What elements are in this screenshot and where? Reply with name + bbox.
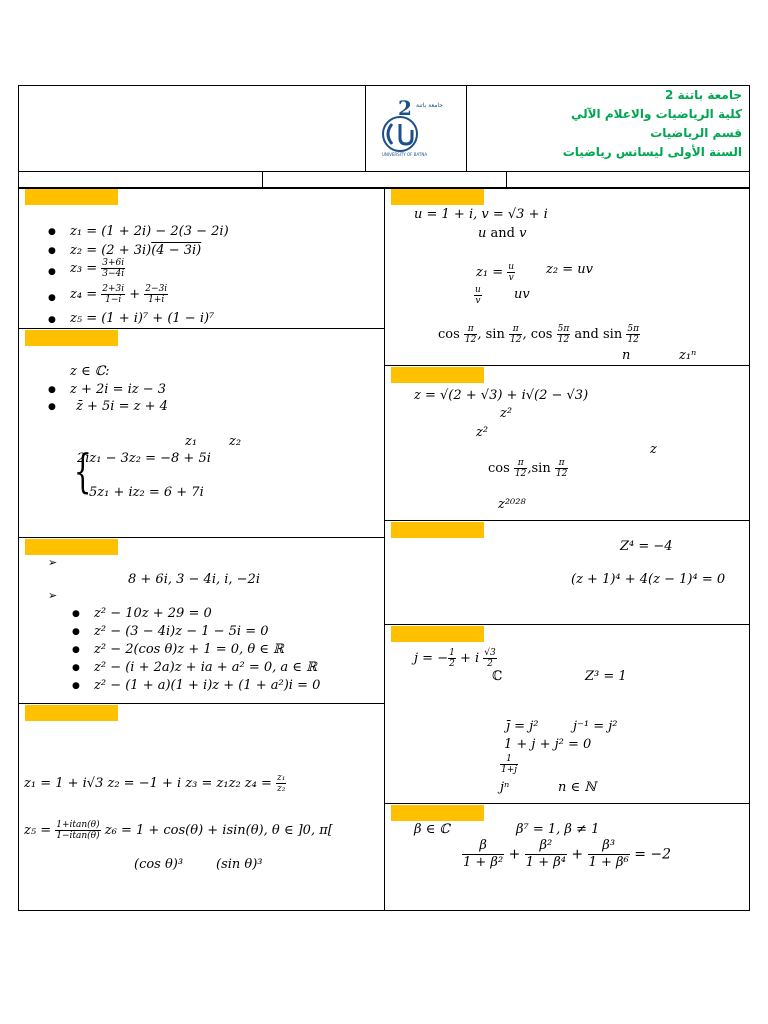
frac-u-v (507, 262, 515, 283)
quotient-uv (474, 285, 482, 306)
expr-z3-lhs: z₃ = (70, 261, 98, 276)
exercise-9-tag (391, 805, 484, 821)
quartic-1: Z⁴ = −4 (620, 539, 673, 554)
system-eq-2: 5z₁ + iz₂ = 6 + 7i (89, 485, 204, 500)
frac-sqrt3-2 (483, 648, 496, 669)
frac-num: 5π (627, 324, 640, 334)
z1-lhs: z₁ = (476, 265, 504, 280)
logo-number: 2 (398, 96, 412, 120)
n-in-N: n ∈ ℕ (558, 780, 597, 795)
quadratic-5: z² − (1 + a)(1 + i)z + (1 + a²)i = 0 (94, 678, 321, 693)
frac-num: π (514, 458, 527, 469)
j-sum-rel: 1 + j + j² = 0 (504, 737, 592, 752)
frac-den: 1 + β⁶ (588, 855, 629, 870)
frac-den: 1+j (501, 765, 518, 775)
frac-num: 3+6i (102, 258, 125, 268)
equation-1: z + 2i = iz − 3 (70, 382, 167, 397)
header-line-university: جامعة باتنة 2 (664, 88, 742, 102)
bullet: ● (72, 681, 80, 691)
quadratic-3: z² − 2(cos θ)z + 1 = 0, θ ∈ ℝ (94, 642, 284, 657)
complex-set: ℂ (492, 669, 503, 684)
frac-num: 2+3i (102, 284, 125, 294)
logo-graphic (378, 100, 458, 160)
frac-5pi-12 (557, 324, 571, 345)
z1-power-n: z₁ⁿ (679, 348, 697, 363)
var-z2: z₂ (229, 434, 242, 449)
frac-den: 2 (449, 659, 455, 669)
header-divider-2 (466, 85, 467, 171)
frac-num: β (462, 838, 504, 855)
frac-beta-3 (588, 838, 630, 871)
university-logo (378, 96, 458, 160)
arrow-bullet: ➢ (48, 589, 58, 602)
sin-label: sin (531, 461, 551, 476)
j-conjugate-rel: j̄ = j² (506, 719, 539, 734)
var-n: n (622, 348, 631, 363)
frac-den: 12 (509, 335, 522, 345)
frac-num: β³ (588, 838, 630, 855)
header-row-divider (18, 171, 750, 172)
bullet: ● (72, 609, 80, 619)
exercise-7-tag (391, 522, 484, 538)
bullet: ● (72, 627, 80, 637)
frac-u-over-v (474, 285, 482, 306)
cube-roots-eq: Z³ = 1 (585, 669, 627, 684)
var-v: v (519, 226, 527, 241)
header-line-faculty: كلية الرياضيات والاعلام الآلي (570, 107, 742, 121)
j-inverse-frac (500, 754, 518, 775)
cos-cubed: (cos θ)³ (134, 857, 184, 872)
quadratic-4: z² − (i + 2a)z + ia + a² = 0, a ∈ ℝ (94, 660, 317, 675)
frac-den: 1 + β⁴ (525, 855, 566, 870)
frac-den: 12 (514, 469, 527, 479)
frac-num: π (555, 458, 568, 469)
exercise-4-box (18, 703, 385, 911)
frac-den: 12 (627, 335, 639, 345)
z6-def: z₆ = 1 + cos(θ) + isin(θ), θ ∈ ]0, π[ (104, 823, 333, 838)
expr-z1: z₁ = (1 + 2i) − 2(3 − 2i) (70, 224, 229, 239)
expr-z3 (70, 258, 125, 279)
cos-label: cos (438, 327, 460, 342)
frac-den: 12 (557, 335, 570, 345)
bullet: ● (48, 293, 56, 303)
bullet: ● (72, 645, 80, 655)
frac-den: 3−4i (102, 269, 125, 279)
z-squared: z² (500, 406, 513, 421)
uv-definition: u = 1 + i, v = √3 + i (414, 207, 548, 222)
expr-z5: z₅ = (1 + i)⁷ + (1 − i)⁷ (70, 311, 215, 326)
z-definition: z = √(2 + √3) + i√(2 − √3) (414, 388, 589, 403)
exercise-4-tag (25, 705, 118, 721)
bullet: ● (48, 246, 56, 256)
frac-num: β² (525, 838, 567, 855)
frac-den: v (508, 273, 514, 283)
equation-2 (76, 399, 168, 415)
frac-num: π (464, 324, 477, 335)
plus-sign: + (508, 846, 521, 863)
cos-label: cos (530, 327, 553, 342)
frac-num: z₁ (277, 773, 286, 783)
j-inverse-rel: j⁻¹ = j² (573, 719, 618, 734)
frac-1-over-1pj (500, 754, 518, 775)
exercise-6-tag (391, 367, 484, 383)
exercise-3-tag (25, 539, 118, 555)
frac-num: u (508, 262, 515, 272)
domain-statement: z ∈ ℂ: (70, 364, 110, 379)
product-uv: uv (514, 287, 530, 302)
j-definition (414, 648, 497, 669)
sin-label: sin (485, 327, 505, 342)
bullet: ● (48, 402, 56, 412)
z1-quotient (476, 262, 515, 283)
uv-names (478, 226, 526, 242)
exercise-2-tag (25, 330, 118, 346)
complex-definitions-text: z₁ = 1 + i√3 z₂ = −1 + i z₃ = z₁z₂ z₄ = (24, 776, 272, 791)
beta-domain: β ∈ ℂ (414, 822, 450, 837)
logo-arabic-text: جامعة باتنة (416, 102, 443, 109)
frac-num: √3 (484, 648, 496, 658)
arrow-bullet: ➢ (48, 556, 58, 569)
z-squared-2: z² (476, 425, 489, 440)
header-line-year: السنة الأولى ليسانس رياضيات (562, 145, 742, 159)
frac-num: 2−3i (145, 284, 168, 294)
frac-half (448, 648, 456, 669)
equation-2-conj: z̄ (76, 399, 83, 414)
exercise-1-tag (25, 189, 118, 205)
frac-z4-a (101, 284, 125, 305)
plus-sign: + (129, 287, 141, 302)
frac-den: z₂ (277, 784, 286, 794)
trig-pi-12: cos $\frac{\pi}{12}$ ,sin $\frac{\pi}{12}$ (488, 458, 568, 479)
frac-z4 (276, 773, 286, 794)
and-word: and (574, 327, 599, 342)
bullet: ● (48, 315, 56, 325)
frac-pi-12 (514, 458, 527, 479)
frac-num: 1 (449, 648, 455, 658)
exercise-8-tag (391, 626, 484, 642)
header-line-department: قسم الرياضيات (650, 126, 742, 140)
frac-beta-2 (525, 838, 567, 871)
cos-label: cos (488, 461, 510, 476)
frac-den: 12 (464, 335, 477, 345)
z5-lhs: z₅ = (24, 823, 52, 838)
frac-den: 2 (487, 659, 493, 669)
frac-num: u (475, 285, 481, 295)
expr-z4-lhs: z₄ = (70, 287, 98, 302)
trig-values: cos $\frac{\pi}{12}$ , sin $\frac{\pi}{12}$ , cos $\frac{5\pi}{12}$ and sin $\frac{5\pi}{12}$ (438, 324, 640, 345)
and-word: and (490, 226, 515, 241)
exercise-5-tag (391, 189, 484, 205)
quadratic-2: z² − (3 − 4i)z − 1 − 5i = 0 (94, 624, 269, 639)
frac-num: 1 (500, 754, 518, 765)
expr-z2-conjugate: (4 − 3i) (151, 243, 202, 258)
bullet: ● (48, 267, 56, 277)
frac-beta-1 (462, 838, 504, 871)
j-power-n: jⁿ (500, 780, 510, 795)
z5-z6-definitions (24, 820, 333, 841)
frac-num: 1+itan(θ) (56, 820, 100, 830)
plus-sign: + (571, 846, 584, 863)
number-list: 8 + 6i, 3 − 4i, i, −2i (128, 572, 260, 587)
frac-pi-12 (464, 324, 477, 345)
var-z: z (650, 442, 657, 457)
frac-den: v (475, 296, 481, 306)
z2-product: z₂ = uv (546, 262, 593, 277)
equation-2-rest: + 5i = z + 4 (82, 399, 168, 414)
beta-result: = −2 (634, 846, 672, 863)
var-z1: z₁ (185, 434, 198, 449)
quartic-2: (z + 1)⁴ + 4(z − 1)⁴ = 0 (571, 572, 726, 587)
beta-sum (462, 838, 671, 871)
j-lhs: j = − (414, 651, 449, 666)
system-brace: { (73, 444, 92, 498)
exercise-2-box (18, 328, 385, 538)
quadratic-1: z² − 10z + 29 = 0 (94, 606, 212, 621)
frac-z3 (101, 258, 125, 279)
var-u: u (478, 226, 487, 241)
expr-z2 (70, 243, 201, 259)
frac-5pi-12 (626, 324, 640, 345)
frac-z4-b (144, 284, 168, 305)
frac-den: 1 + β² (463, 855, 504, 870)
z-power-2028: z²⁰²⁸ (498, 497, 526, 512)
frac-den: 1−i (105, 295, 122, 305)
beta-condition: β⁷ = 1, β ≠ 1 (516, 822, 600, 837)
header-text-block (470, 86, 742, 170)
frac-pi-12 (509, 324, 522, 345)
frac-z5 (55, 820, 100, 841)
header-divider-1 (365, 85, 366, 171)
frac-num: π (509, 324, 522, 335)
bullet: ● (72, 663, 80, 673)
frac-pi-12 (555, 458, 568, 479)
sin-cubed: (sin θ)³ (216, 857, 263, 872)
bullet: ● (48, 385, 56, 395)
complex-definitions (24, 773, 286, 794)
frac-den: 12 (555, 469, 568, 479)
frac-den: 1−itan(θ) (56, 831, 100, 841)
frac-den: 1+i (148, 295, 165, 305)
frac-num: 5π (557, 324, 570, 334)
bullet: ● (48, 227, 56, 237)
system-eq-1: 2iz₁ − 3z₂ = −8 + 5i (77, 451, 211, 466)
expr-z2-part1: z₂ = (2 + 3i) (70, 243, 152, 258)
logo-subtitle: UNIVERSITY OF BATNA (382, 152, 428, 157)
sin-label: sin (603, 327, 623, 342)
plus-i: + i (459, 651, 480, 666)
expr-z4 (70, 284, 168, 305)
